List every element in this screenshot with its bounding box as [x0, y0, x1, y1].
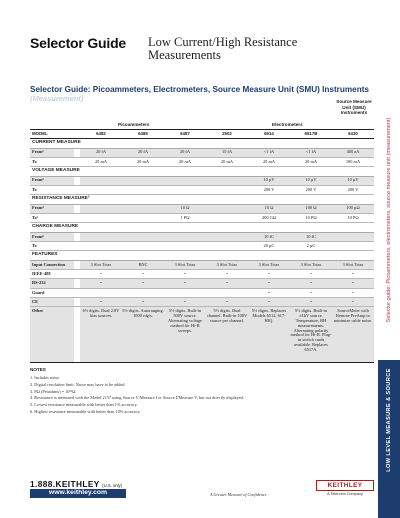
section-row: [30, 167, 374, 177]
row-label: RS-232: [30, 279, 74, 288]
table-cell: •: [122, 270, 164, 279]
table-cell: <1 fA: [248, 148, 290, 157]
group-label-picoammeters: Picoammeters: [118, 122, 150, 127]
note-item: 4. Resistance is measured with the Model 2157 using Source V/Measure I or Source I/Measure V, but not directly displayed.: [30, 395, 244, 401]
table-cell: •: [80, 298, 122, 307]
table-cell: [122, 242, 164, 251]
table-cell: •: [206, 279, 248, 288]
section-title: FEATURES: [30, 251, 374, 261]
section-row: [30, 223, 374, 233]
logo-subtitle: A Tektronix Company: [327, 492, 363, 496]
table-row: [30, 288, 374, 297]
table-cell: 100 Ω: [290, 204, 332, 213]
model-cell: 2502: [206, 130, 248, 139]
table-cell: BNC: [122, 260, 164, 269]
table-cell: 10 PΩ: [290, 213, 332, 222]
table-cell: [80, 204, 122, 213]
phone-number: [30, 479, 122, 489]
table-cell: [164, 185, 206, 194]
table-cell: [332, 242, 374, 251]
note-item: 5. Lowest resistance measurable with better than 1% accuracy.: [30, 402, 138, 408]
table-cell: 10 Ω: [248, 204, 290, 213]
table-cell: •: [248, 270, 290, 279]
table-cell: 20 fA: [80, 148, 122, 157]
table-cell: 20 mA: [122, 157, 164, 166]
table-cell: 3 Slot Triax: [332, 260, 374, 269]
table-cell: 20 mA: [80, 157, 122, 166]
table-row: [30, 157, 374, 166]
table-row: [30, 242, 374, 251]
phone-main: 1.888.KEITHLEY: [30, 479, 100, 489]
other-cell: 6½ digits. Dual 2.8V bias sources.: [80, 307, 122, 363]
table-cell: 20 fA: [122, 148, 164, 157]
other-cell: SourceMeter with Remote PreAmp to minimize cable noise.: [332, 307, 374, 363]
side-tab-upper-label: Selector guide: Picoammeters, electrometers, source measure unit (measurement): [386, 117, 392, 323]
section-row: [30, 251, 374, 261]
table-cell: [206, 288, 248, 297]
table-row: [30, 260, 374, 269]
table-cell: 2 µC: [290, 242, 332, 251]
selector-table: [30, 129, 374, 363]
table-cell: •: [248, 288, 290, 297]
table-cell: [122, 176, 164, 185]
table-cell: [122, 288, 164, 297]
table-cell: •: [164, 270, 206, 279]
row-label: Guard: [30, 288, 74, 297]
table-row: [30, 232, 374, 241]
side-tab-lower: [378, 360, 400, 518]
table-cell: •: [332, 288, 374, 297]
table-cell: 10 fC: [290, 232, 332, 241]
table-row: [30, 185, 374, 194]
table-cell: 3 Slot Triax: [290, 260, 332, 269]
table-cell: [80, 232, 122, 241]
side-tab-lower-label: LOW LEVEL MEASURE & SOURCE: [386, 368, 392, 472]
table-cell: 3 Slot Triax: [206, 260, 248, 269]
model-cell: 6482: [80, 130, 122, 139]
table-cell: 10 fC: [248, 232, 290, 241]
table-cell: [206, 204, 248, 213]
table-cell: [206, 242, 248, 251]
table-cell: •: [248, 298, 290, 307]
logo-wordmark: KEITHLEY: [316, 480, 374, 491]
table-cell: [122, 204, 164, 213]
table-cell: 200 V: [248, 185, 290, 194]
row-label: To: [30, 185, 74, 194]
section-heading: Selector Guide: Picoammeters, Electrometers, Source Measure Unit (SMU) Instruments: [30, 85, 369, 94]
other-row: [30, 307, 374, 363]
table-cell: •: [164, 298, 206, 307]
table-cell: 3 Slot Triax: [164, 260, 206, 269]
note-item: 3. PΩ (Petaohms) = 10¹⁵Ω.: [30, 388, 77, 394]
table-cell: [122, 213, 164, 222]
page-title: Selector Guide: [30, 35, 127, 51]
table-cell: [80, 213, 122, 222]
other-cell: 5½ digits. Autoranging. 1000 rdg/s.: [122, 307, 164, 363]
table-cell: •: [332, 298, 374, 307]
table-cell: 10 µV: [332, 176, 374, 185]
table-row: [30, 298, 374, 307]
notes-list: [30, 375, 330, 416]
table-cell: [206, 213, 248, 222]
table-cell: <1 fA: [290, 148, 332, 157]
side-tab: [378, 80, 400, 518]
table-cell: [122, 185, 164, 194]
table-cell: •: [332, 270, 374, 279]
table-cell: 20 µC: [248, 242, 290, 251]
table-cell: 10 PΩ: [332, 213, 374, 222]
row-label: From⁶: [30, 232, 74, 241]
section-title: RESISTANCE MEASURE³: [30, 195, 374, 205]
table-row: [30, 148, 374, 157]
table-cell: [206, 176, 248, 185]
table-cell: •: [80, 279, 122, 288]
model-cell: 6487: [164, 130, 206, 139]
table-cell: [206, 232, 248, 241]
table-cell: •: [206, 270, 248, 279]
group-label-electrometers: Electrometers: [272, 122, 303, 127]
table-cell: 20 mA: [164, 157, 206, 166]
table-cell: •: [290, 270, 332, 279]
table-cell: 10 µV: [290, 176, 332, 185]
table-cell: 10 µV: [248, 176, 290, 185]
model-cell: 6485: [122, 130, 164, 139]
note-item: 2. Digital resolution limit. Noise may have to be added.: [30, 381, 126, 387]
note-item: 1. Includes noise.: [30, 375, 61, 380]
row-label: Input Connection: [30, 260, 74, 269]
table-cell: 100 µΩ: [332, 204, 374, 213]
table-row: [30, 279, 374, 288]
table-cell: 20 mA: [290, 157, 332, 166]
table-cell: [80, 242, 122, 251]
table-cell: [164, 176, 206, 185]
table-cell: [164, 242, 206, 251]
table-cell: 200 V: [290, 185, 332, 194]
notes-heading: NOTES: [30, 367, 46, 372]
row-label: From²: [30, 176, 74, 185]
table-cell: •: [164, 279, 206, 288]
note-item: 6. Highest resistance measurable with better than 10% accuracy.: [30, 408, 141, 414]
table-cell: [80, 176, 122, 185]
row-label: From⁴: [30, 204, 74, 213]
table-cell: •: [122, 298, 164, 307]
table-cell: •: [332, 279, 374, 288]
other-cell: 5½ digits. Dual channel. Built-in 100V source per channel.: [206, 307, 248, 363]
table-cell: 10 Ω: [164, 204, 206, 213]
table-cell: 15 fA: [206, 148, 248, 157]
row-label: CE: [30, 298, 74, 307]
table-cell: [80, 185, 122, 194]
table-cell: [206, 185, 248, 194]
table-cell: 3 Slot Triax: [248, 260, 290, 269]
model-cell: 6514: [248, 130, 290, 139]
table-cell: •: [80, 270, 122, 279]
row-label: To: [30, 157, 74, 166]
table-cell: 20 fA: [164, 148, 206, 157]
table-cell: •: [206, 298, 248, 307]
section-title: CURRENT MEASURE: [30, 139, 374, 149]
table-cell: 20 mA: [248, 157, 290, 166]
table-cell: 1 PΩ: [164, 213, 206, 222]
table-row: [30, 270, 374, 279]
table-row: [30, 204, 374, 213]
table-cell: •: [248, 279, 290, 288]
group-label-smu: Source Measure Unit (SMU) Instruments: [336, 99, 372, 116]
table-cell: 100 mA: [332, 157, 374, 166]
row-label: To: [30, 242, 74, 251]
other-cell: 5½ digits. Built-in ±1kV source. Temperature, RH measurements. Alternating polarity method for Hi-R. Plug-in switch cards available. Replaces 6517A.: [290, 307, 332, 363]
tagline: A Greater Measure of Confidence: [210, 492, 267, 497]
table-cell: [164, 232, 206, 241]
model-row: [30, 130, 374, 139]
model-cell: 6430: [332, 130, 374, 139]
section-row: [30, 195, 374, 205]
side-tab-upper: [378, 80, 400, 360]
table-cell: [80, 288, 122, 297]
table-body: [30, 130, 374, 363]
section-row: [30, 139, 374, 149]
table-cell: •: [290, 279, 332, 288]
table-cell: [164, 288, 206, 297]
model-cell: 6517B: [290, 130, 332, 139]
model-label: MODEL: [30, 130, 74, 139]
table-cell: •: [122, 279, 164, 288]
page-subtitle: Low Current/High Resistance Measurements: [148, 35, 298, 62]
table-cell: 400 aA: [332, 148, 374, 157]
other-cell: 5½ digits. Built-in 500V source. Alternating voltage method for Hi-R sweeps.: [164, 307, 206, 363]
table-cell: 20 mA: [206, 157, 248, 166]
table-cell: 3 Slot Triax: [80, 260, 122, 269]
row-label: Other: [30, 307, 74, 363]
phone-suffix: (U.S. only): [102, 483, 123, 488]
table-cell: [122, 232, 164, 241]
row-label: From¹: [30, 148, 74, 157]
keithley-logo: [316, 480, 374, 498]
section-subheading: (Measurement): [30, 94, 84, 103]
section-title: CHARGE MEASURE: [30, 223, 374, 233]
row-label: IEEE-488: [30, 270, 74, 279]
table-cell: •: [290, 298, 332, 307]
website-link[interactable]: www.keithley.com: [30, 489, 126, 498]
table-cell: [332, 232, 374, 241]
row-label: To⁵: [30, 213, 74, 222]
section-title: VOLTAGE MEASURE: [30, 167, 374, 177]
table-cell: 200 V: [332, 185, 374, 194]
table-row: [30, 176, 374, 185]
table-row: [30, 213, 374, 222]
table-cell: •: [290, 288, 332, 297]
table-cell: 200 GΩ: [248, 213, 290, 222]
other-cell: 5½ digits. Replaces Models 6512, 617-HIQ.: [248, 307, 290, 363]
